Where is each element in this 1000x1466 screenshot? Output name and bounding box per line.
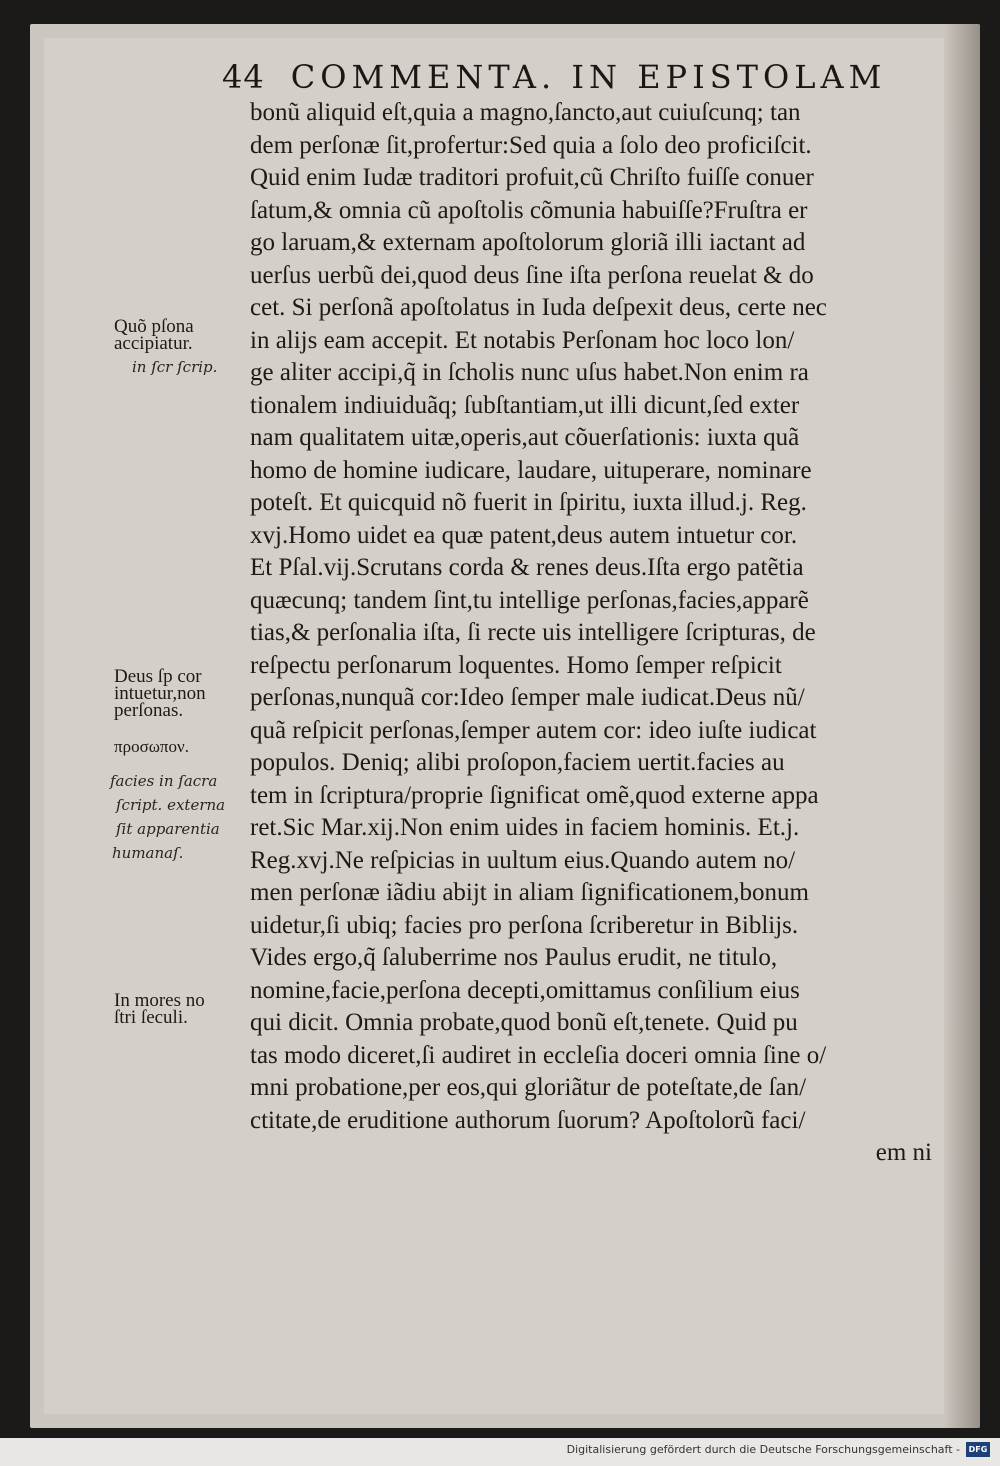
text-line: nam qualitatem uitæ,operis,aut cõuerſationis: iuxta quã bbox=[250, 424, 800, 451]
text-line: mni probatione,per eos,qui gloriãtur de poteſtate,de ſan/ bbox=[250, 1074, 807, 1101]
margin-note-line: accipiatur. bbox=[114, 333, 193, 354]
text-line: bonũ aliquid eſt,quia a magno,ſancto,aut cuiuſcunq; tan bbox=[250, 99, 801, 126]
margin-note-line: intuetur,non bbox=[114, 683, 206, 704]
text-line: Quid enim Iudæ traditori profuit,cũ Chriſto fuiſſe conuer bbox=[250, 164, 814, 191]
margin-note-line: Deus ſp cor bbox=[114, 666, 202, 687]
running-header bbox=[222, 58, 902, 98]
text-line: uerſus uerbũ dei,quod deus ſine iſta perſona reuelat & do bbox=[250, 261, 814, 289]
handwritten-note-3: ſcript. externa bbox=[116, 796, 226, 814]
text-line: nomine,facie,perſona decepti,omittamus conſilium eius bbox=[250, 976, 800, 1004]
text-line: tias,& perſonalia iſta, ſi recte uis intelligere ſcripturas, de bbox=[250, 619, 816, 646]
text-line: tem in ſcriptura/proprie ſignificat omẽ,quod externe appa bbox=[250, 781, 819, 809]
text-line: quã reſpicit perſonas,ſemper autem cor: ideo iuſte iudicat bbox=[250, 716, 817, 744]
text-line: Reg.xvj.Ne reſpicias in uultum eius.Quando autem no/ bbox=[250, 846, 796, 874]
margin-note-greek bbox=[114, 738, 250, 755]
page-number: 44 bbox=[222, 58, 265, 96]
text-line: tionalem indiuiduãq; ſubſtantiam,ut illi dicunt,ſed exter bbox=[250, 391, 800, 419]
margin-note-line: Quõ pſona bbox=[114, 316, 194, 337]
spine-shadow bbox=[944, 24, 980, 1428]
text-line: Vides ergo,q̃ ſaluberrime nos Paulus erudit, ne titulo, bbox=[250, 944, 778, 971]
text-line: poteſt. Et quicquid nõ fuerit in ſpiritu, iuxta illud.j. Reg. bbox=[250, 489, 807, 516]
text-line: go laruam,& externam apoſtolorum gloriã illi iactant ad bbox=[250, 229, 806, 256]
handwritten-note-2: facies in ſacra bbox=[110, 772, 218, 790]
handwritten-note-1: in ſcr ſcrip. bbox=[132, 358, 218, 376]
text-line: tas modo diceret,ſi audiret in eccleſia doceri omnia ſine o/ bbox=[250, 1041, 827, 1069]
running-title: COMMENTA. IN EPISTOLAM bbox=[290, 58, 887, 96]
margin-note-line: προσωπον. bbox=[114, 737, 189, 756]
text-line: in alijs eam accepit. Et notabis Perſonam hoc loco lon/ bbox=[250, 326, 795, 354]
text-line: quæcunq; tandem ſint,tu intellige perſonas,facies,apparẽ bbox=[250, 586, 809, 614]
text-line: ctitate,de eruditione authorum ſuorum? Apoſtolorũ faci/ bbox=[250, 1106, 806, 1134]
margin-note-line: ſtri ſeculi. bbox=[114, 1007, 188, 1028]
text-line: xvj.Homo uidet ea quæ patent,deus autem intuetur cor. bbox=[250, 521, 798, 549]
text-line: dem perſonæ ſit,profertur:Sed quia a ſolo deo proficiſcit. bbox=[250, 131, 812, 159]
text-line: ſatum,& omnia cũ apoſtolis cõmunia habuiſſe?Fruſtra er bbox=[250, 196, 808, 224]
handwritten-note-4: ſit apparentia bbox=[116, 820, 220, 838]
text-line: reſpectu perſonarum loquentes. Homo ſemper reſpicit bbox=[250, 651, 782, 679]
digitization-credit: Digitalisierung gefördert durch die Deutsche Forschungsgemeinschaft - bbox=[566, 1443, 960, 1456]
text-line: populos. Deniq; alibi proſopon,faciem uertit.facies au bbox=[250, 749, 785, 776]
handwritten-note-5: humanaſ. bbox=[112, 844, 184, 862]
margin-note-persona bbox=[114, 318, 250, 352]
text-line: cet. Si perſonã apoſtolatus in Iuda deſpexit deus, certe nec bbox=[250, 294, 827, 321]
text-line: qui dicit. Omnia probate,quod bonũ eſt,tenete. Quid pu bbox=[250, 1009, 798, 1036]
margin-note-deus bbox=[114, 668, 250, 719]
catchword: em ni bbox=[875, 1139, 932, 1166]
margin-note-line: In mores no bbox=[114, 990, 205, 1011]
margin-note-line: perſonas. bbox=[114, 700, 184, 721]
main-text-block bbox=[250, 97, 940, 1170]
text-line: Et Pſal.vij.Scrutans corda & renes deus.Iſta ergo patẽtia bbox=[250, 554, 804, 581]
text-line: homo de homine iudicare, laudare, uituperare, nominare bbox=[250, 456, 812, 484]
text-line: ge aliter accipi,q̃ in ſcholis nunc uſus habet.Non enim ra bbox=[250, 359, 809, 386]
dfg-logo: DFG bbox=[966, 1442, 990, 1457]
text-line: perſonas,nunquã cor:Ideo ſemper male iudicat.Deus nũ/ bbox=[250, 684, 805, 711]
text-line: men perſonæ iãdiu abijt in aliam ſignificationem,bonum bbox=[250, 879, 809, 906]
text-line: ret.Sic Mar.xij.Non enim uides in faciem hominis. Et.j. bbox=[250, 814, 800, 841]
margin-note-mores bbox=[114, 992, 250, 1026]
text-line: uidetur,ſi ubiq; facies pro perſona ſcriberetur in Biblijs. bbox=[250, 911, 799, 939]
footer-bar bbox=[0, 1438, 1000, 1466]
